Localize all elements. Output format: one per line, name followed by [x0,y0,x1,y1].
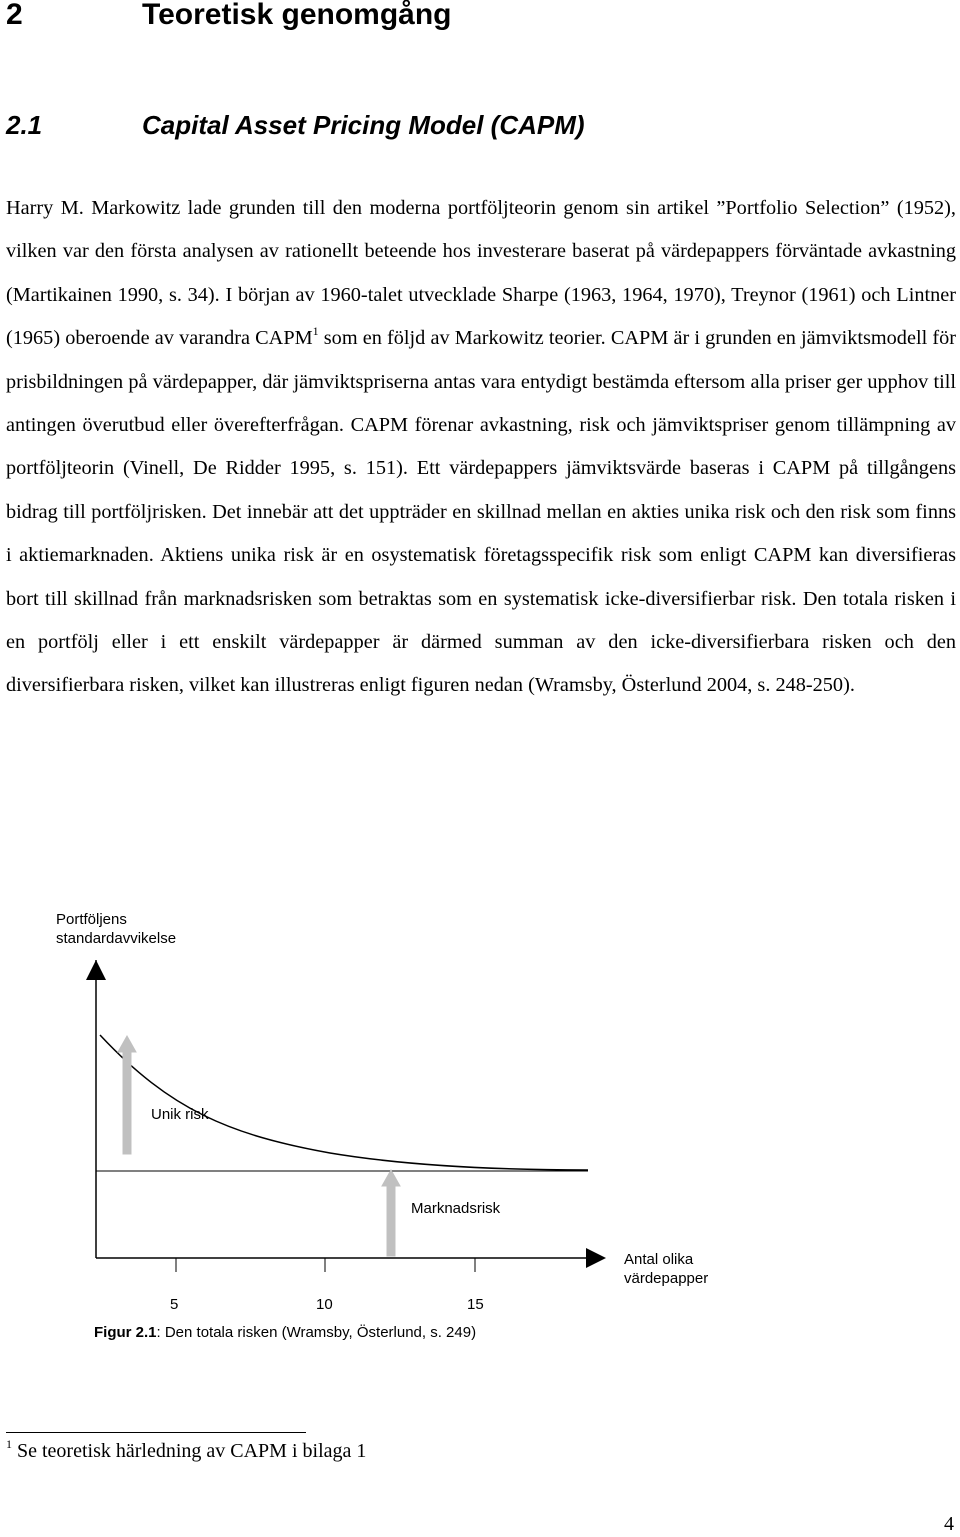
section-title: Teoretisk genomgång [142,0,452,31]
subsection-number: 2.1 [6,110,43,140]
market-risk-label: Marknadsrisk [411,1200,501,1217]
y-axis-arrowhead [86,960,106,980]
x-axis-label: Antal olika värdepapper [624,1251,709,1287]
body-paragraph [6,187,956,708]
section-number: 2 [6,0,23,31]
y-axis-label: Portföljens standardavvikelse [56,911,177,947]
market-risk-arrow [382,1170,400,1256]
footnote [6,1437,367,1463]
subsection-heading [6,110,585,141]
x-axis-arrowhead [586,1248,606,1268]
figure-caption-prefix: Figur 2. [94,1324,149,1341]
footnote-reference[interactable]: 1 [312,324,319,339]
x-tick-label-15: 15 [467,1296,484,1313]
unique-risk-arrow [118,1036,136,1154]
figure-caption [94,1324,476,1341]
footnote-divider [6,1432,306,1433]
footnote-number: 1 [6,1437,12,1451]
x-tick-label-5: 5 [170,1296,179,1313]
total-risk-curve [100,1035,588,1170]
unique-risk-label: Unik risk [151,1106,209,1123]
subsection-title: Capital Asset Pricing Model (CAPM) [142,110,585,140]
figure-caption-number: 1 [148,1324,157,1341]
footnote-text: Se teoretisk härledning av CAPM i bilaga 1 [12,1440,367,1462]
x-tick-label-10: 10 [316,1296,333,1313]
paragraph-part-1: Harry M. Markowitz lade grunden till den moderna portföljteorin genom sin artikel ”Portfolio Selection” (1952), vilken var den första analysen av rationellt beteende hos investerare baserat på värdepappers förväntade avkastning (Martikainen 1990, s. 34). I början av 1960-talet utvecklade Sharpe (1963, 1964, 1970), Treynor (1961) och Lintner (1965) oberoende av varandra CAPM [6,197,956,350]
section-heading [6,0,452,32]
risk-diagram-svg [0,880,960,1360]
risk-diagram [0,880,960,1360]
paragraph-part-2: som en följd av Markowitz teorier. CAPM är i grunden en jämviktsmodell för prisbildningen på värdepapper, där jämviktspriserna antas vara entydigt bestämda eftersom alla priser ger upphov till antingen överutbud eller överefterfrågan. CAPM förenar avkastning, risk och jämviktspriser genom tillämpning av portföljteorin (Vinell, De Ridder 1995, s. 151). Ett värdepappers jämviktsvärde baseras i CAPM på tillgångens bidrag till portföljrisken. Det innebär att det uppträder en skillnad mellan en akties unika risk och den risk som finns i aktiemarknaden. Aktiens unika risk är en osystematisk företagsspecifik risk som enligt CAPM kan diversifieras bort till skillnad från marknadsrisken som betraktas som en systematisk icke-diversifierbar risk. Den totala risken i en portfölj eller i ett enskilt värdepapper är därmed summan av den icke-diversifierbara risken och den diversifierbara risken, vilket kan illustreras enligt figuren nedan (Wramsby, Österlund 2004, s. 248-250). [6,327,956,697]
page-number: 4 [944,1513,954,1535]
figure-caption-text: : Den totala risken (Wramsby, Österlund, s. 249) [156,1324,477,1341]
